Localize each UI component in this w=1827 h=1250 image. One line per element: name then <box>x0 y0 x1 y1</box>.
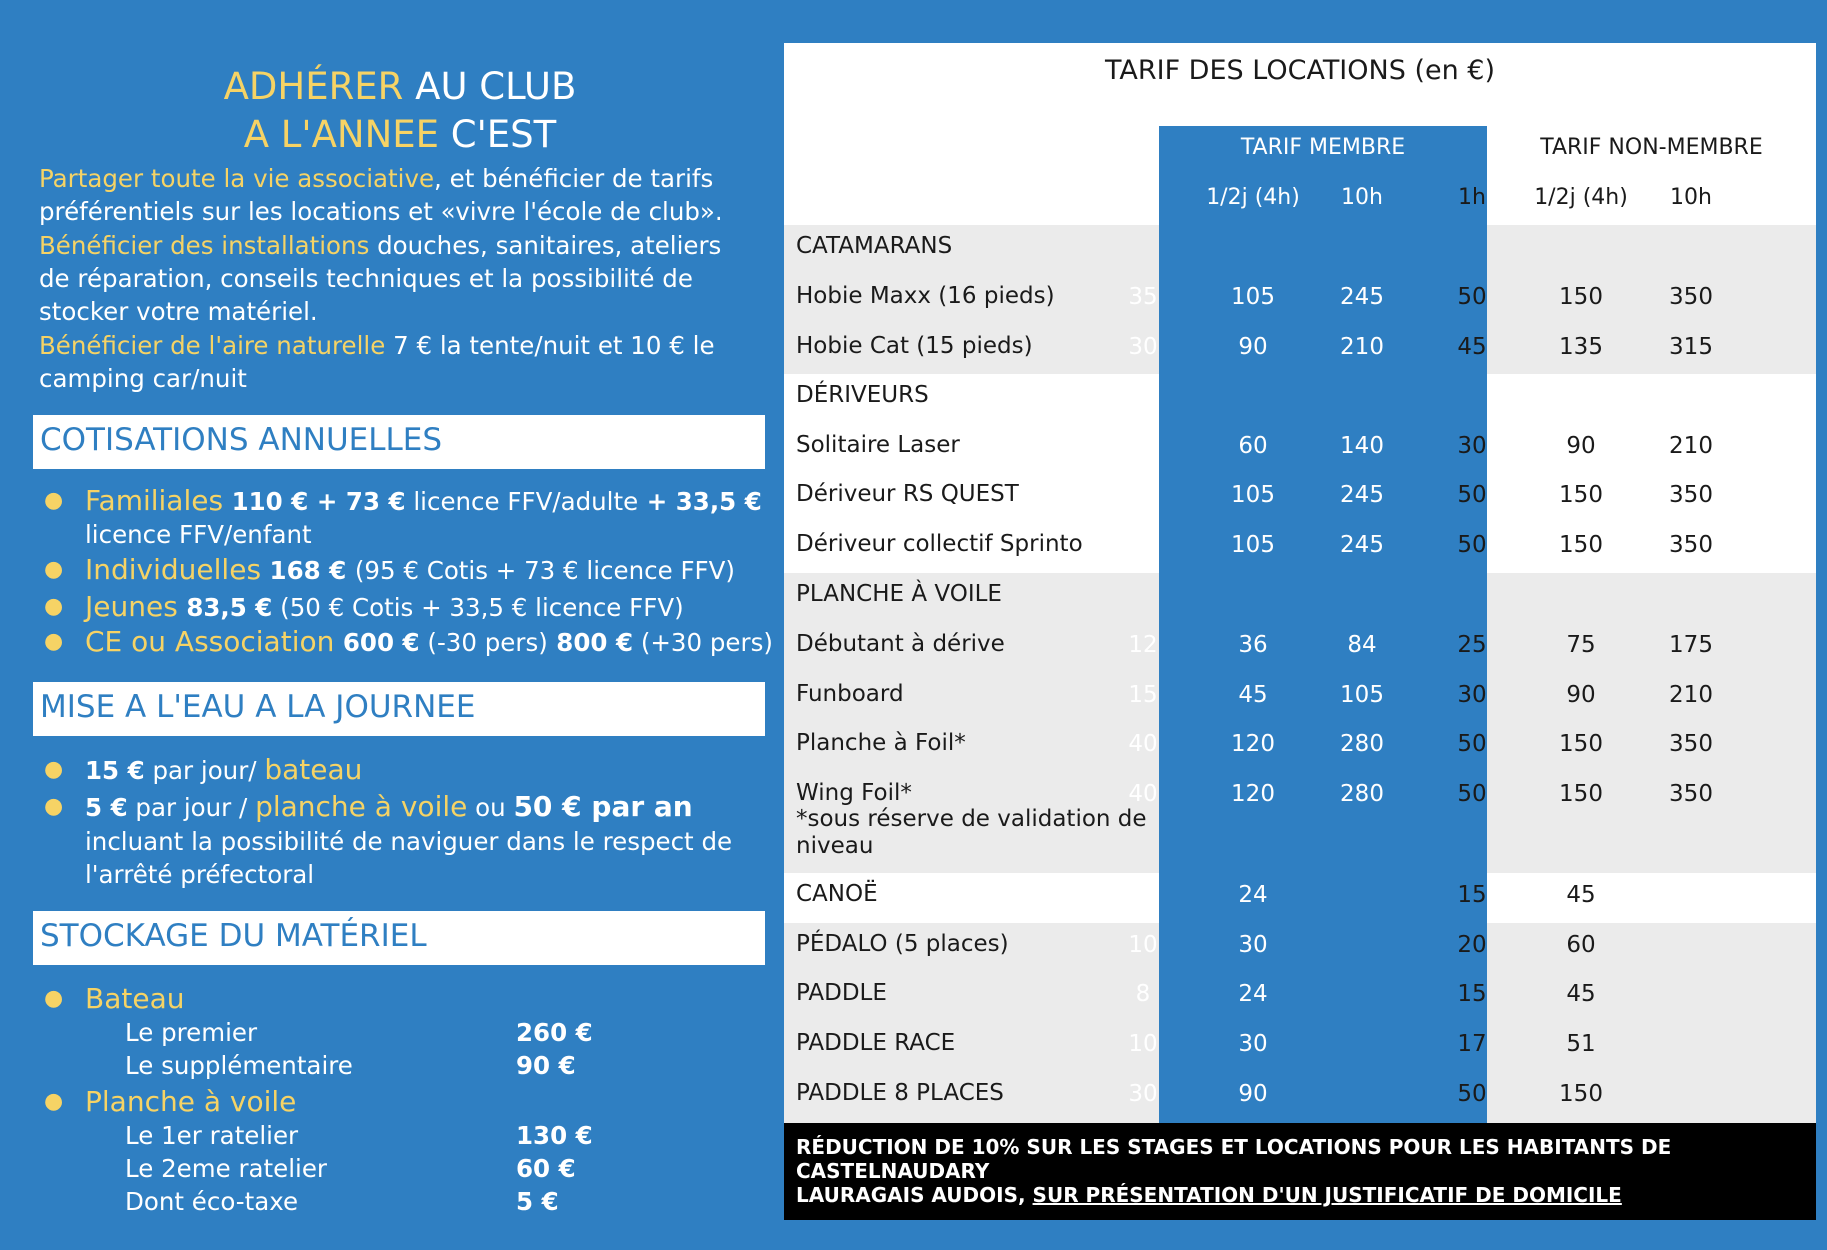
price-cell: 150 <box>1559 731 1603 757</box>
price-cell: 150 <box>1559 532 1603 558</box>
bullet-normal: (+30 pers) <box>633 628 773 657</box>
bullet-normal: (95 € Cotis + 73 € licence FFV) <box>354 556 735 585</box>
intro-line <box>39 295 759 328</box>
bullet-normal: par jour/ <box>144 756 265 785</box>
row-label: Wing Foil* <box>796 780 912 806</box>
intro-line <box>39 195 759 228</box>
price-cell: 8 <box>1135 882 1151 908</box>
bullet-normal: licence FFV/enfant <box>85 520 312 549</box>
price-cell: 35 <box>1128 482 1158 508</box>
row-label: CATAMARANS <box>796 233 953 259</box>
table-row <box>784 873 1816 923</box>
header-member: TARIF MEMBRE <box>1240 135 1406 160</box>
row-label: PADDLE 8 PLACES <box>796 1080 1004 1106</box>
price-cell: 50 <box>1457 482 1487 508</box>
footer-line1: RÉDUCTION DE 10% SUR LES STAGES ET LOCATIONS POUR LES HABITANTS DE CASTELNAUDARY <box>796 1135 1672 1183</box>
row-label: PÉDALO (5 places) <box>796 931 1009 957</box>
row-label: PADDLE <box>796 980 887 1006</box>
intro-text: stocker votre matériel. <box>39 297 318 327</box>
intro-text: , et bénéficier de tarifs <box>434 164 714 193</box>
table-row <box>784 573 1816 623</box>
price-cell: 350 <box>1669 731 1713 757</box>
table-row <box>784 623 1816 673</box>
bullet-text <box>85 590 684 625</box>
intro-line <box>39 229 759 262</box>
stockage-value: 90 € <box>516 1051 576 1080</box>
bullet-text <box>85 825 732 859</box>
stockage-label: Le supplémentaire <box>125 1051 353 1080</box>
column-header: 1h <box>1129 185 1157 210</box>
footer-line2: LAURAGAIS AUDOIS, SUR PRÉSENTATION D'UN JUSTIFICATIF DE DOMICILE <box>796 1183 1622 1207</box>
price-cell: 210 <box>1669 433 1713 459</box>
page-title-line2: A L'ANNEE C'EST <box>243 113 557 156</box>
bullet-text <box>85 790 693 825</box>
price-cell: 40 <box>1128 781 1158 807</box>
stockage-value: 260 € <box>516 1018 593 1047</box>
price-cell: 90 <box>1566 433 1596 459</box>
price-cell: 50 <box>1457 532 1487 558</box>
price-cell: 280 <box>1340 731 1384 757</box>
price-cell: 350 <box>1669 482 1713 508</box>
price-cell: 245 <box>1340 284 1384 310</box>
row-label: Planche à Foil* <box>796 730 966 756</box>
table-row <box>784 1072 1816 1122</box>
price-cell: 45 <box>1457 334 1487 360</box>
price-cell: 24 <box>1238 981 1268 1007</box>
price-cell: 8 <box>1135 981 1151 1007</box>
bullet-normal: (-30 pers) <box>419 628 548 657</box>
table-row <box>784 374 1816 424</box>
table-row <box>784 473 1816 523</box>
bullet-dot: ● <box>44 629 64 654</box>
stockage-label: Le premier <box>125 1018 258 1047</box>
price-cell: 50 <box>1457 284 1487 310</box>
price-cell: 25 <box>1457 632 1487 658</box>
row-label: Funboard <box>796 681 904 707</box>
section-stockage: STOCKAGE DU MATÉRIEL <box>33 911 765 965</box>
price-cell: 245 <box>1340 532 1384 558</box>
row-label: Dériveur RS QUEST <box>796 481 1019 507</box>
intro-line <box>39 162 759 195</box>
bullet-text <box>85 625 773 660</box>
price-cell: 15 <box>1457 882 1487 908</box>
row-label: Hobie Cat (15 pieds) <box>796 333 1033 359</box>
price-cell: 30 <box>1128 334 1158 360</box>
price-cell: 17 <box>1457 1031 1487 1057</box>
bullet-bold: 5 € <box>85 793 128 822</box>
footer-link: SUR PRÉSENTATION D'UN JUSTIFICATIF DE DOMICILE <box>1032 1183 1622 1207</box>
table-row <box>784 673 1816 723</box>
price-cell: 10 <box>1128 932 1158 958</box>
bullet-bold: 110 € + 73 € <box>223 487 406 516</box>
price-cell: 105 <box>1231 284 1275 310</box>
table-row <box>784 325 1816 375</box>
bullet-highlight: CE ou Association <box>85 625 335 658</box>
intro-line <box>39 262 759 295</box>
intro-line <box>39 329 759 362</box>
price-cell: 150 <box>1559 781 1603 807</box>
price-cell: 30 <box>1238 1031 1268 1057</box>
price-cell: 350 <box>1669 781 1713 807</box>
intro-highlight: Bénéficier des installations <box>39 230 370 260</box>
stockage-value: 5 € <box>516 1187 559 1216</box>
row-label: Dériveur collectif Sprinto <box>796 531 1083 557</box>
table-row <box>784 275 1816 325</box>
price-cell: 36 <box>1238 632 1268 658</box>
price-cell: 50 <box>1457 781 1487 807</box>
price-cell: 24 <box>1238 882 1268 908</box>
column-header: 1/2j (4h) <box>1534 185 1628 210</box>
bullet-normal: licence FFV/adulte <box>405 487 639 516</box>
price-cell: 75 <box>1566 632 1596 658</box>
row-label: Hobie Maxx (16 pieds) <box>796 283 1055 309</box>
bullet-text <box>85 753 362 788</box>
table-row <box>784 225 1816 275</box>
bullet-bold: + 33,5 € <box>638 487 762 516</box>
price-cell: 210 <box>1340 334 1384 360</box>
bullet-bold: 50 € par an <box>513 790 693 823</box>
price-cell: 84 <box>1347 632 1377 658</box>
bullet-bold: 15 € <box>85 756 145 785</box>
table-row <box>784 923 1816 973</box>
section-mise-a-leau: MISE A L'EAU A LA JOURNEE <box>33 682 765 736</box>
intro-highlight: Bénéficier de l'aire naturelle <box>39 330 386 360</box>
bullet-highlight: Individuelles <box>85 553 262 586</box>
table-row <box>784 523 1816 573</box>
price-cell: 51 <box>1566 1031 1596 1057</box>
table-row <box>784 424 1816 474</box>
price-cell: 140 <box>1340 433 1384 459</box>
price-cell: 40 <box>1128 731 1158 757</box>
price-cell: 45 <box>1566 981 1596 1007</box>
price-cell: 35 <box>1128 532 1158 558</box>
bullet-highlight: planche à voile <box>255 790 468 823</box>
price-cell: 60 <box>1238 433 1268 459</box>
wing-note: *sous réserve de validation de <box>796 806 1147 832</box>
row-label: DÉRIVEURS <box>796 382 929 408</box>
row-label: Débutant à dérive <box>796 631 1005 657</box>
price-cell: 90 <box>1238 334 1268 360</box>
price-cell: 210 <box>1669 682 1713 708</box>
price-cell: 90 <box>1566 682 1596 708</box>
bullet-normal: incluant la possibilité de naviguer dans le respect de <box>85 827 733 856</box>
price-cell: 175 <box>1669 632 1713 658</box>
price-cell: 30 <box>1128 1081 1158 1107</box>
price-cell: 20 <box>1128 433 1158 459</box>
intro-text: 7 € la tente/nuit et 10 € le <box>385 330 715 360</box>
price-cell: 135 <box>1559 334 1603 360</box>
intro-line <box>39 362 759 395</box>
price-cell: 30 <box>1238 932 1268 958</box>
price-cell: 105 <box>1340 682 1384 708</box>
row-label: CANOË <box>796 881 878 907</box>
stockage-label: Le 2eme ratelier <box>125 1154 327 1183</box>
page-title-line1: ADHÉRER AU CLUB <box>223 65 577 108</box>
stockage-value: 60 € <box>516 1154 576 1183</box>
wing-note: niveau <box>796 833 874 859</box>
intro-text: préférentiels sur les locations et «vivre l'école de club». <box>39 197 723 227</box>
table-row <box>784 972 1816 1022</box>
price-cell: 150 <box>1559 284 1603 310</box>
price-cell: 12 <box>1128 632 1158 658</box>
bullet-text <box>85 518 312 552</box>
price-cell: 30 <box>1457 682 1487 708</box>
bullet-bold: 168 € <box>261 556 355 585</box>
pricing-table <box>784 43 1816 1220</box>
price-cell: 10 <box>1128 1031 1158 1057</box>
bullet-bold: 83,5 € <box>177 593 273 622</box>
stockage-label: Dont éco-taxe <box>125 1187 299 1216</box>
table-title: TARIF DES LOCATIONS (en €) <box>1104 55 1495 86</box>
price-cell: 105 <box>1231 482 1275 508</box>
bullet-bold: 600 € <box>334 628 420 657</box>
bullet-normal: (50 € Cotis + 33,5 € licence FFV) <box>272 593 684 622</box>
bullet-dot: ● <box>44 488 64 513</box>
bullet-dot: ● <box>44 794 64 819</box>
bullet-dot: ● <box>44 557 64 582</box>
price-cell: 50 <box>1457 1081 1487 1107</box>
bullet-highlight: bateau <box>264 753 363 786</box>
price-cell: 20 <box>1457 932 1487 958</box>
price-cell: 15 <box>1457 981 1487 1007</box>
intro-text: douches, sanitaires, ateliers <box>369 230 722 260</box>
price-cell: 120 <box>1231 731 1275 757</box>
price-cell: 45 <box>1566 882 1596 908</box>
price-cell: 60 <box>1566 932 1596 958</box>
price-cell: 45 <box>1238 682 1268 708</box>
bullet-highlight: Familiales <box>85 484 224 517</box>
price-cell: 350 <box>1669 284 1713 310</box>
price-cell: 90 <box>1238 1081 1268 1107</box>
row-label: Solitaire Laser <box>796 432 960 458</box>
section-cotisations: COTISATIONS ANNUELLES <box>33 415 765 469</box>
price-cell: 280 <box>1340 781 1384 807</box>
bullet-text <box>85 858 314 892</box>
table-row <box>784 722 1816 772</box>
intro-text: de réparation, conseils techniques et la possibilité de <box>39 263 693 293</box>
column-header: 10h <box>1341 185 1383 210</box>
left-panel: ADHÉRER AU CLUB A L'ANNEE C'EST Partager toute la vie associative, et bénéficier de tarifs préférentiels sur les locations et «vivre l'école de club». Bénéficier des installations douches, sanitaires, ateliers de réparation, conseils techniques et la possibilité de stocker votre matériel. Bénéficier de l'aire naturelle 7 € la tente/nuit et 10 € le camping car/nuit COTISATIONS ANNUELLES ● Familiales 110 € + 73 € licence FFV/adulte + 33,5 € licence FFV/enfant ● Individuelles 168 € (95 € Cotis + 73 € licence FFV) ● Jeunes 83,5 € (50 € Cotis + 33,5 € licence FFV) ● CE ou Association 600 € (-30 pers) 800 € (+30 pers) MISE A L'EAU A LA JOURNEE ● 15 € par jour/ bateau ● 5 € par jour / planche à voile ou 50 € par an incluant la possibilité de naviguer dans le respect de l'arrêté préfectoral STOCKAGE DU MATÉRIEL ● Bateau Le premier 260 € Le supplémentaire 90 € ● Planche à voile Le 1er ratelier 130 € Le 2eme ratelier 60 € Dont éco-taxe 5 € <box>0 0 780 1250</box>
price-cell: 30 <box>1457 433 1487 459</box>
intro-highlight: Partager toute la vie associative <box>39 164 435 193</box>
row-label: PADDLE RACE <box>796 1030 956 1056</box>
bullet-text <box>85 484 762 519</box>
bullet-text <box>85 553 735 588</box>
stockage-label: Le 1er ratelier <box>125 1121 299 1150</box>
price-cell: 245 <box>1340 482 1384 508</box>
discount-footer <box>784 1123 1816 1220</box>
table-row <box>784 1022 1816 1072</box>
column-header: 10h <box>1670 185 1712 210</box>
row-label: PLANCHE À VOILE <box>796 581 1002 607</box>
price-cell: 50 <box>1457 731 1487 757</box>
price-cell: 350 <box>1669 532 1713 558</box>
column-header: 1/2j (4h) <box>1206 185 1300 210</box>
column-header: 1h <box>1458 185 1486 210</box>
price-cell: 15 <box>1128 682 1158 708</box>
intro-text: camping car/nuit <box>39 363 247 393</box>
bullet-dot: ● <box>44 594 64 619</box>
price-cell: 315 <box>1669 334 1713 360</box>
bullet-normal: l'arrêté préfectoral <box>85 860 315 889</box>
price-cell: 150 <box>1559 1081 1603 1107</box>
price-cell: 150 <box>1559 482 1603 508</box>
price-cell: 35 <box>1128 284 1158 310</box>
stockage-value: 130 € <box>516 1121 593 1150</box>
price-cell: 120 <box>1231 781 1275 807</box>
bullet-dot: ● <box>44 757 64 782</box>
bullet-highlight: Jeunes <box>85 590 178 623</box>
bullet-normal: par jour / <box>127 793 256 822</box>
bullet-bold: 800 € <box>547 628 634 657</box>
bullet-normal: ou <box>467 793 514 822</box>
header-nonmember: TARIF NON-MEMBRE <box>1540 135 1763 160</box>
price-cell: 105 <box>1231 532 1275 558</box>
